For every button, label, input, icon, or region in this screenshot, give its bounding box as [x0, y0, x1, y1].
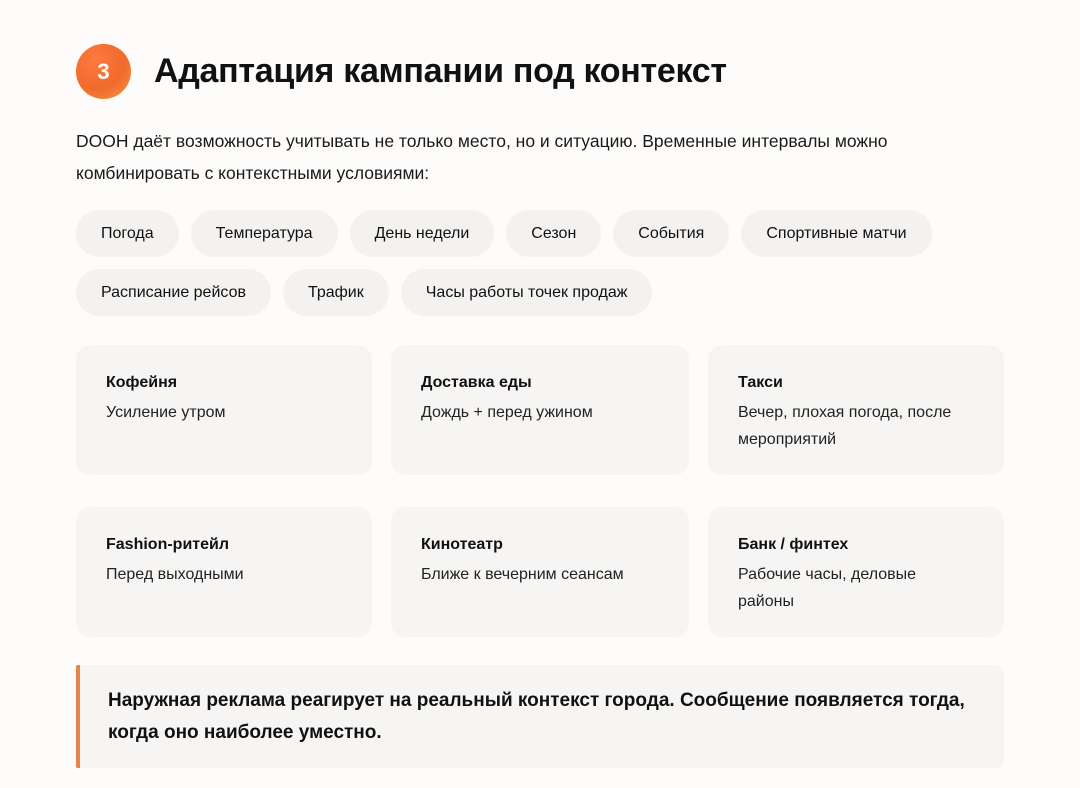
chip-events: События — [613, 210, 729, 257]
section-title: Адаптация кампании под контекст — [154, 52, 727, 90]
card-title: Кинотеатр — [421, 536, 503, 553]
step-number-badge: 3 — [76, 44, 131, 99]
example-card — [391, 345, 689, 475]
chip-sport-matches: Спортивные матчи — [741, 210, 931, 257]
chip-store-hours: Часы работы точек продаж — [401, 269, 653, 316]
card-title: Такси — [738, 374, 783, 391]
context-chips — [76, 210, 1016, 328]
example-card — [391, 507, 689, 637]
intro-paragraph: DOOH даёт возможность учитывать не только место, но и ситуацию. Временные интервалы можно комбинировать с контекстными условиями: — [76, 131, 888, 183]
card-text: Вечер, плохая погода, после мероприятий — [738, 404, 952, 448]
callout-box — [76, 665, 1004, 768]
chip-traffic: Трафик — [283, 269, 389, 316]
card-title: Кофейня — [106, 374, 178, 391]
card-text: Дождь + перед ужином — [421, 404, 593, 421]
chip-season: Сезон — [506, 210, 601, 257]
example-card — [76, 345, 372, 475]
card-title: Банк / финтех — [738, 536, 849, 553]
example-card — [76, 507, 372, 637]
card-title: Доставка еды — [421, 374, 532, 391]
chip-temperature: Температура — [191, 210, 338, 257]
section-header — [76, 44, 727, 99]
card-text: Перед выходными — [106, 566, 244, 583]
chip-flight-schedule: Расписание рейсов — [76, 269, 271, 316]
card-text: Рабочие часы, деловые районы — [738, 566, 917, 610]
chip-weather: Погода — [76, 210, 179, 257]
card-text: Усиление утром — [106, 404, 226, 421]
card-text: Ближе к вечерним сеансам — [421, 566, 624, 583]
example-card — [708, 345, 1004, 475]
chip-row-2 — [76, 269, 1016, 316]
card-title: Fashion-ритейл — [106, 536, 230, 553]
callout-text: Наружная реклама реагирует на реальный контекст города. Сообщение появляется тогда, когда оно наиболее уместно. — [108, 690, 965, 743]
example-cards-grid — [76, 345, 1004, 637]
example-card — [708, 507, 1004, 637]
chip-weekday: День недели — [350, 210, 495, 257]
chip-row-1 — [76, 210, 1016, 257]
